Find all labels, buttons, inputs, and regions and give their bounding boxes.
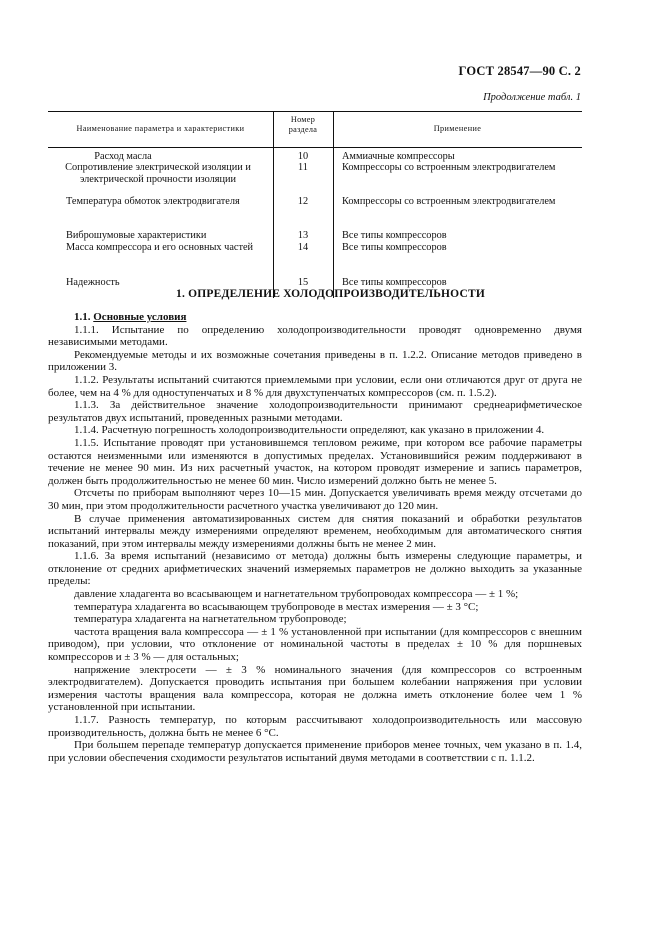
body-text bbox=[48, 311, 582, 764]
row-section: 15 bbox=[297, 277, 309, 288]
paragraph: Рекомендуемые методы и их возможные сочетания приведены в п. 1.2.2. Описание методов приведено в приложении 3. bbox=[48, 348, 582, 374]
paragraph: 1.1.4. Расчетную погрешность холодопроизводительности определяют, как указано в приложении 4. bbox=[74, 424, 545, 437]
row-section: 14 bbox=[297, 242, 309, 253]
table-continuation-label: Продолжение табл. 1 bbox=[483, 92, 581, 103]
column-header-name: Наименование параметра и характеристики bbox=[76, 124, 245, 133]
row-application: Все типы компрессоров bbox=[342, 242, 447, 253]
table-header bbox=[48, 112, 582, 148]
row-section: 11 bbox=[298, 162, 308, 173]
page-header: ГОСТ 28547—90 С. 2 bbox=[458, 64, 581, 78]
paragraph: температура хладагента на нагнетательном трубопроводе; bbox=[74, 613, 347, 626]
row-name: Масса компрессора и его основных частей bbox=[66, 242, 254, 253]
row-application: Все типы компрессоров bbox=[342, 230, 447, 241]
paragraph: частота вращения вала компрессора — ± 1 % установленной при испытании (для компрессоров с внешним приводом), при условии, что отклонение от номинальной частоты в пределах ± 10 % для поршневых компрессоров и ± 3 % — для остальных; bbox=[48, 625, 582, 664]
row-name: Надежность bbox=[66, 277, 120, 288]
row-application: Компрессоры со встроенным электродвигателем bbox=[342, 196, 556, 207]
paragraph: 1.1.3. За действительное значение холодопроизводительности принимают среднеарифметическое результатов двух испытаний, проведенных разными методами. bbox=[48, 399, 582, 424]
row-application: Все типы компрессоров bbox=[342, 277, 447, 288]
paragraph: 1.1.2. Результаты испытаний считаются приемлемыми при условии, если они отличаются друг от друга не более, чем на 4 % для одноступенчатых и 8 % для двухступенчатых компрессоров (см. п. 1.5.2). bbox=[48, 373, 582, 399]
paragraph: 1.1.1. Испытание по определению холодопроизводительности проводят одновременно двумя независимыми методами. bbox=[48, 323, 582, 349]
column-header-section: Номер раздела bbox=[288, 115, 318, 134]
section-title: 1. ОПРЕДЕЛЕНИЕ ХОЛОДОПРОИЗВОДИТЕЛЬНОСТИ bbox=[176, 288, 485, 300]
paragraph: 1.1.6. За время испытаний (независимо от метода) должны быть измерены следующие параметры, и отклонение от средних арифметических значений измеряемых параметров не должно выходить за указанные пределы: bbox=[48, 550, 582, 588]
row-section: 10 bbox=[297, 151, 309, 162]
row-name: Сопротивление электрической изоляции и электрической прочности изоляции bbox=[65, 162, 251, 185]
table-body bbox=[48, 148, 582, 298]
row-name: Виброшумовые характеристики bbox=[66, 230, 207, 241]
paragraph: 1.1.7. Разность температур, по которым рассчитывают холодопроизводительность или массовую производительность, должна быть не менее 6 °С. bbox=[48, 714, 582, 739]
row-section: 13 bbox=[297, 230, 309, 241]
subsection-heading: 1.1. Основные условия bbox=[74, 311, 187, 323]
paragraph: температура хладагента во всасывающем трубопроводе в местах измерения — ± 3 °С; bbox=[74, 600, 479, 613]
paragraph: В случае применения автоматизированных систем для снятия показаний и обработки результатов испытаний интервалы между измерениями определяют временем, необходимым для автоматического снятия показаний, при этом интервалы между измерениями должны быть не менее 2 мин. bbox=[48, 512, 582, 550]
row-application: Аммиачные компрессоры bbox=[342, 151, 455, 162]
row-section: 12 bbox=[297, 196, 309, 207]
paragraph: Отсчеты по приборам выполняют через 10—15 мин. Допускается увеличивать время между отсчетами до 30 мин, при этом продолжительности расчетного участка увеличивают до 120 мин. bbox=[48, 487, 582, 512]
paragraph: давление хладагента во всасывающем и нагнетательном трубопроводах компрессора — ± 1 %; bbox=[74, 588, 519, 601]
row-name: Расход масла bbox=[94, 151, 152, 162]
paragraph: При большем перепаде температур допускается применение приборов менее точных, чем указано в п. 1.4, при условии обеспечения сходимости результатов испытаний двумя методами в соответствии с п. 1.1.2. bbox=[48, 739, 582, 764]
paragraph: напряжение электросети — ± 3 % номинального значения (для компрессоров со встроенным электродвигателем). Допускается проводить испытания при большем колебании напряжения при условии измерения частоты вращения вала компрессора, которая не должна иметь отклонение более чем 1 % установленной при испытании. bbox=[48, 663, 582, 714]
row-application: Компрессоры со встроенным электродвигателем bbox=[342, 162, 556, 173]
paragraph: 1.1.5. Испытание проводят при установившемся тепловом режиме, при котором все рабочие параметры остаются неизменными или изменяются в допустимых пределах. Установившийся режим поддерживают в течение не менее 90 мин. Из них расчетный участок, на котором проводят измерение и запись параметров, должен быть продолжительностью не менее 60 мин. Число измерений должно быть не менее 5. bbox=[48, 436, 582, 487]
column-header-application: Применение bbox=[433, 124, 482, 133]
row-name: Температура обмоток электродвигателя bbox=[66, 196, 240, 207]
parameters-table bbox=[48, 111, 582, 298]
